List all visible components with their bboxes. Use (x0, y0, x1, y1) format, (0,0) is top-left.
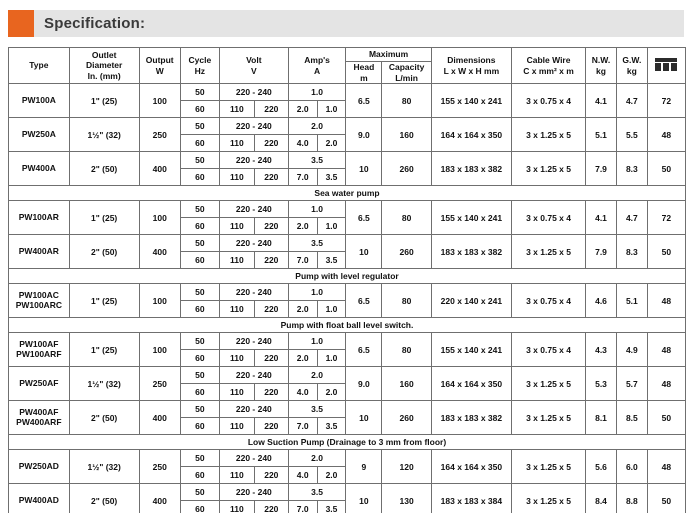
cell-cable-wire: 3 x 1.25 x 5 (512, 484, 586, 513)
cell-max-head: 9.0 (346, 367, 382, 401)
cell-carton-quantity: 48 (647, 333, 685, 367)
cell-type: PW100A (9, 84, 70, 118)
cell-cable-wire: 3 x 0.75 x 4 (512, 284, 586, 318)
cell-cycle-60: 60 (180, 418, 219, 435)
cell-volt-60-a: 110 (219, 350, 254, 367)
cell-amp-60-a: 4.0 (288, 467, 317, 484)
cell-outlet-diameter: 1" (25) (69, 84, 139, 118)
cell-amp-60-a: 7.0 (288, 252, 317, 269)
cell-amp-60-b: 3.5 (317, 169, 346, 186)
cell-max-head: 6.5 (346, 201, 382, 235)
cell-amp-60-b: 1.0 (317, 350, 346, 367)
cell-volt-50: 220 - 240 (219, 484, 288, 501)
cell-cycle-60: 60 (180, 169, 219, 186)
cell-carton-quantity: 50 (647, 152, 685, 186)
cell-amp-60-b: 2.0 (317, 384, 346, 401)
carton-lid (655, 58, 677, 62)
cell-carton-quantity: 50 (647, 401, 685, 435)
cell-volt-50: 220 - 240 (219, 367, 288, 384)
col-header-amps (288, 48, 346, 84)
cell-max-capacity: 260 (382, 401, 431, 435)
cell-cable-wire: 3 x 1.25 x 5 (512, 118, 586, 152)
section-title-row (9, 269, 686, 284)
cell-outlet-diameter: 2" (50) (69, 235, 139, 269)
cell-outlet-diameter: 1" (25) (69, 201, 139, 235)
cell-dimensions: 155 x 140 x 241 (431, 201, 511, 235)
cell-type: PW100AR (9, 201, 70, 235)
cell-dimensions: 183 x 183 x 382 (431, 152, 511, 186)
cycle-line-2: Hz (194, 65, 206, 76)
cell-cycle-60: 60 (180, 301, 219, 318)
cell-type: PW400AD (9, 484, 70, 513)
cell-cycle-50: 50 (180, 118, 219, 135)
cell-amp-60-b: 2.0 (317, 467, 346, 484)
cell-max-head: 6.5 (346, 84, 382, 118)
col-header-type: Type (9, 48, 70, 84)
cell-outlet-diameter: 1" (25) (69, 333, 139, 367)
cell-gross-weight: 4.7 (616, 84, 647, 118)
table-row (9, 484, 686, 501)
cell-cable-wire: 3 x 1.25 x 5 (512, 367, 586, 401)
cell-outlet-diameter: 2" (50) (69, 401, 139, 435)
cell-cycle-50: 50 (180, 201, 219, 218)
cell-volt-60-a: 110 (219, 384, 254, 401)
capacity-line-2: L/min (395, 72, 418, 83)
nw-line-2: kg (596, 65, 606, 76)
cell-carton-quantity: 72 (647, 201, 685, 235)
cell-type (9, 401, 70, 435)
table-header-row-1 (9, 48, 686, 62)
cell-cycle-50: 50 (180, 333, 219, 350)
cell-amp-50: 1.0 (288, 201, 346, 218)
section-title-row (9, 318, 686, 333)
cell-carton-quantity: 48 (647, 450, 685, 484)
table-row (9, 401, 686, 418)
table-row (9, 333, 686, 350)
cell-net-weight: 5.1 (586, 118, 617, 152)
cell-cable-wire: 3 x 1.25 x 5 (512, 450, 586, 484)
section-title: Low Suction Pump (Drainage to 3 mm from floor) (9, 435, 686, 450)
cell-volt-60-b: 220 (254, 350, 288, 367)
cell-type (9, 367, 70, 401)
type-line-2: PW400ARF (16, 416, 62, 427)
cell-net-weight: 4.6 (586, 284, 617, 318)
cell-outlet-diameter: 2" (50) (69, 152, 139, 186)
carton-box-icon (655, 58, 677, 71)
cell-cable-wire: 3 x 0.75 x 4 (512, 84, 586, 118)
col-header-maximum: Maximum (346, 48, 431, 62)
cell-cycle-60: 60 (180, 218, 219, 235)
cell-amp-60-b: 1.0 (317, 301, 346, 318)
cell-amp-60-a: 2.0 (288, 350, 317, 367)
cell-max-capacity: 80 (382, 84, 431, 118)
cell-cycle-60: 60 (180, 467, 219, 484)
cell-dimensions: 164 x 164 x 350 (431, 118, 511, 152)
head-line-2: m (360, 72, 368, 83)
cell-net-weight: 5.6 (586, 450, 617, 484)
type-line-1: PW400AF (19, 406, 59, 417)
cell-gross-weight: 4.9 (616, 333, 647, 367)
cell-outlet-diameter: 1" (25) (69, 284, 139, 318)
nw-line-1: N.W. (591, 55, 611, 65)
cell-max-capacity: 160 (382, 118, 431, 152)
cell-volt-60-a: 110 (219, 218, 254, 235)
gw-line-2: kg (626, 65, 637, 76)
col-header-head (346, 62, 382, 84)
cell-max-head: 6.5 (346, 333, 382, 367)
cell-outlet-diameter: 1½" (32) (69, 367, 139, 401)
cell-gross-weight: 8.3 (616, 235, 647, 269)
carton-slot-2 (669, 63, 671, 71)
cell-volt-60-b: 220 (254, 501, 288, 513)
col-header-outlet-diameter (69, 48, 139, 84)
cell-amp-60-b: 3.5 (317, 418, 346, 435)
cell-volt-60-a: 110 (219, 252, 254, 269)
cell-volt-50: 220 - 240 (219, 401, 288, 418)
cell-volt-50: 220 - 240 (219, 333, 288, 350)
type-line-1: PW250AF (19, 377, 59, 388)
cell-cycle-60: 60 (180, 252, 219, 269)
section-header (0, 8, 694, 38)
cell-output: 400 (139, 152, 180, 186)
cell-max-capacity: 260 (382, 235, 431, 269)
specification-table (8, 47, 686, 513)
cell-cycle-50: 50 (180, 367, 219, 384)
cell-cable-wire: 3 x 1.25 x 5 (512, 152, 586, 186)
cell-output: 400 (139, 235, 180, 269)
table-row (9, 367, 686, 384)
cell-amp-60-a: 2.0 (288, 101, 317, 118)
cell-output: 100 (139, 284, 180, 318)
cell-carton-quantity: 50 (647, 484, 685, 513)
cell-amp-60-b: 2.0 (317, 135, 346, 152)
dimensions-line-1: Dimensions (447, 55, 496, 65)
cell-dimensions: 183 x 183 x 382 (431, 401, 511, 435)
cell-amp-60-a: 2.0 (288, 301, 317, 318)
cell-amp-60-a: 7.0 (288, 418, 317, 435)
cell-type: PW400AR (9, 235, 70, 269)
amps-line-1: Amp's (304, 55, 330, 65)
cell-gross-weight: 5.1 (616, 284, 647, 318)
cell-type: PW400A (9, 152, 70, 186)
cell-carton-quantity: 50 (647, 235, 685, 269)
cell-cable-wire: 3 x 1.25 x 5 (512, 235, 586, 269)
cell-output: 100 (139, 333, 180, 367)
cycle-line-1: Cycle (188, 55, 212, 65)
col-header-carton-quantity (647, 48, 685, 84)
accent-swatch (8, 10, 34, 37)
cell-volt-50: 220 - 240 (219, 235, 288, 252)
cell-amp-60-b: 3.5 (317, 252, 346, 269)
table-row (9, 84, 686, 101)
cell-gross-weight: 8.3 (616, 152, 647, 186)
cell-max-head: 10 (346, 484, 382, 513)
cell-gross-weight: 5.7 (616, 367, 647, 401)
cell-amp-50: 3.5 (288, 484, 346, 501)
cell-output: 250 (139, 367, 180, 401)
cable-line-2: C x mm² x m (523, 65, 574, 76)
col-header-net-weight (586, 48, 617, 84)
section-title: Pump with float ball level switch. (9, 318, 686, 333)
cell-max-capacity: 80 (382, 201, 431, 235)
cell-cycle-60: 60 (180, 135, 219, 152)
type-line-1: PW100AF (19, 338, 59, 349)
col-header-cycle (180, 48, 219, 84)
cell-cycle-60: 60 (180, 101, 219, 118)
cell-max-head: 10 (346, 401, 382, 435)
table-body (9, 84, 686, 513)
cell-volt-60-b: 220 (254, 135, 288, 152)
cell-volt-60-a: 110 (219, 169, 254, 186)
cell-amp-50: 1.0 (288, 333, 346, 350)
cell-amp-50: 3.5 (288, 235, 346, 252)
cell-output: 100 (139, 84, 180, 118)
cell-volt-50: 220 - 240 (219, 118, 288, 135)
cell-cycle-50: 50 (180, 450, 219, 467)
outlet-line-2: Diameter (85, 60, 123, 71)
cell-net-weight: 4.1 (586, 201, 617, 235)
cell-carton-quantity: 72 (647, 84, 685, 118)
output-line-1: Output (145, 55, 174, 65)
cell-dimensions: 183 x 183 x 384 (431, 484, 511, 513)
cell-amp-60-a: 2.0 (288, 218, 317, 235)
cell-max-head: 10 (346, 235, 382, 269)
cell-amp-50: 3.5 (288, 152, 346, 169)
cell-carton-quantity: 48 (647, 367, 685, 401)
cell-type: PW250A (9, 118, 70, 152)
cell-volt-60-a: 110 (219, 301, 254, 318)
cell-volt-60-b: 220 (254, 169, 288, 186)
cell-carton-quantity: 48 (647, 284, 685, 318)
cell-amp-50: 1.0 (288, 284, 346, 301)
cell-volt-60-b: 220 (254, 218, 288, 235)
cell-dimensions: 164 x 164 x 350 (431, 450, 511, 484)
table-row (9, 118, 686, 135)
cell-volt-60-b: 220 (254, 384, 288, 401)
section-title-row (9, 186, 686, 201)
cell-dimensions: 183 x 183 x 382 (431, 235, 511, 269)
type-line-1: PW100AC (18, 289, 59, 300)
type-line-2: PW100ARC (15, 299, 62, 310)
cell-type: PW250AD (9, 450, 70, 484)
cell-volt-60-a: 110 (219, 101, 254, 118)
table-header (9, 48, 686, 84)
cell-gross-weight: 4.7 (616, 201, 647, 235)
cell-cable-wire: 3 x 0.75 x 4 (512, 333, 586, 367)
cell-max-head: 6.5 (346, 284, 382, 318)
cell-amp-50: 2.0 (288, 450, 346, 467)
carton-body (655, 63, 677, 71)
cell-volt-60-b: 220 (254, 252, 288, 269)
header-bar (34, 10, 684, 37)
cell-volt-60-a: 110 (219, 135, 254, 152)
outlet-line-1: Outlet (91, 49, 117, 60)
cell-outlet-diameter: 1½" (32) (69, 450, 139, 484)
output-line-2: W (155, 65, 164, 76)
cell-amp-60-b: 3.5 (317, 501, 346, 513)
cell-gross-weight: 8.8 (616, 484, 647, 513)
section-title: Sea water pump (9, 186, 686, 201)
cell-cycle-50: 50 (180, 152, 219, 169)
cell-output: 400 (139, 484, 180, 513)
cell-dimensions: 164 x 164 x 350 (431, 367, 511, 401)
cell-max-capacity: 80 (382, 284, 431, 318)
cell-volt-60-a: 110 (219, 467, 254, 484)
gw-line-1: G.W. (622, 55, 642, 65)
cell-net-weight: 8.4 (586, 484, 617, 513)
cell-max-head: 9 (346, 450, 382, 484)
cell-dimensions: 155 x 140 x 241 (431, 333, 511, 367)
col-header-dimensions (431, 48, 511, 84)
cell-cable-wire: 3 x 0.75 x 4 (512, 201, 586, 235)
cell-amp-60-a: 7.0 (288, 501, 317, 513)
volt-line-1: Volt (246, 55, 262, 65)
cell-volt-50: 220 - 240 (219, 201, 288, 218)
cell-amp-60-a: 7.0 (288, 169, 317, 186)
type-line-2: PW100ARF (16, 348, 62, 359)
cell-volt-60-b: 220 (254, 301, 288, 318)
cell-type (9, 333, 70, 367)
cell-gross-weight: 5.5 (616, 118, 647, 152)
table-row (9, 450, 686, 467)
cell-outlet-diameter: 2" (50) (69, 484, 139, 513)
cell-volt-50: 220 - 240 (219, 152, 288, 169)
cell-max-capacity: 120 (382, 450, 431, 484)
cell-dimensions: 220 x 140 x 241 (431, 284, 511, 318)
cell-amp-50: 1.0 (288, 84, 346, 101)
cell-output: 250 (139, 118, 180, 152)
capacity-line-1: Capacity (388, 62, 425, 72)
cell-volt-60-b: 220 (254, 467, 288, 484)
cell-amp-50: 2.0 (288, 118, 346, 135)
cell-max-capacity: 80 (382, 333, 431, 367)
col-header-gross-weight (616, 48, 647, 84)
cell-volt-50: 220 - 240 (219, 284, 288, 301)
cell-volt-50: 220 - 240 (219, 84, 288, 101)
cell-outlet-diameter: 1½" (32) (69, 118, 139, 152)
cell-cycle-50: 50 (180, 235, 219, 252)
amps-line-2: A (314, 65, 321, 76)
head-line-1: Head (353, 62, 375, 72)
cell-cycle-50: 50 (180, 401, 219, 418)
cell-cycle-60: 60 (180, 384, 219, 401)
col-header-output (139, 48, 180, 84)
cell-net-weight: 7.9 (586, 152, 617, 186)
cell-max-capacity: 260 (382, 152, 431, 186)
cell-amp-60-b: 1.0 (317, 101, 346, 118)
carton-slot-1 (661, 63, 663, 71)
cell-volt-50: 220 - 240 (219, 450, 288, 467)
col-header-capacity (382, 62, 431, 84)
cell-cycle-50: 50 (180, 284, 219, 301)
volt-line-2: V (250, 65, 257, 76)
table-row (9, 152, 686, 169)
cell-dimensions: 155 x 140 x 241 (431, 84, 511, 118)
cell-net-weight: 5.3 (586, 367, 617, 401)
cell-max-capacity: 130 (382, 484, 431, 513)
cell-amp-60-b: 1.0 (317, 218, 346, 235)
cell-volt-60-a: 110 (219, 501, 254, 513)
section-title-row (9, 435, 686, 450)
cell-carton-quantity: 48 (647, 118, 685, 152)
cell-cycle-50: 50 (180, 484, 219, 501)
cell-volt-60-b: 220 (254, 101, 288, 118)
cell-output: 400 (139, 401, 180, 435)
cell-cycle-60: 60 (180, 350, 219, 367)
cell-gross-weight: 8.5 (616, 401, 647, 435)
col-header-volt (219, 48, 288, 84)
cell-net-weight: 4.3 (586, 333, 617, 367)
cell-net-weight: 7.9 (586, 235, 617, 269)
cell-gross-weight: 6.0 (616, 450, 647, 484)
table-row (9, 284, 686, 301)
section-title: Pump with level regulator (9, 269, 686, 284)
page-title: Specification: (44, 14, 146, 32)
cell-amp-50: 2.0 (288, 367, 346, 384)
cell-output: 100 (139, 201, 180, 235)
cell-amp-60-a: 4.0 (288, 135, 317, 152)
col-header-cable-wire (512, 48, 586, 84)
cell-max-capacity: 160 (382, 367, 431, 401)
cell-cycle-50: 50 (180, 84, 219, 101)
outlet-line-3: In. (mm) (87, 70, 121, 81)
table-row (9, 235, 686, 252)
cell-volt-60-b: 220 (254, 418, 288, 435)
cell-volt-60-a: 110 (219, 418, 254, 435)
cell-output: 250 (139, 450, 180, 484)
cell-amp-60-a: 4.0 (288, 384, 317, 401)
cable-line-1: Cable Wire (526, 55, 571, 65)
cell-amp-50: 3.5 (288, 401, 346, 418)
cell-cycle-60: 60 (180, 501, 219, 513)
cell-max-head: 10 (346, 152, 382, 186)
cell-type (9, 284, 70, 318)
cell-net-weight: 4.1 (586, 84, 617, 118)
dimensions-line-2: L x W x H mm (443, 65, 500, 76)
cell-cable-wire: 3 x 1.25 x 5 (512, 401, 586, 435)
cell-max-head: 9.0 (346, 118, 382, 152)
table-row (9, 201, 686, 218)
cell-net-weight: 8.1 (586, 401, 617, 435)
